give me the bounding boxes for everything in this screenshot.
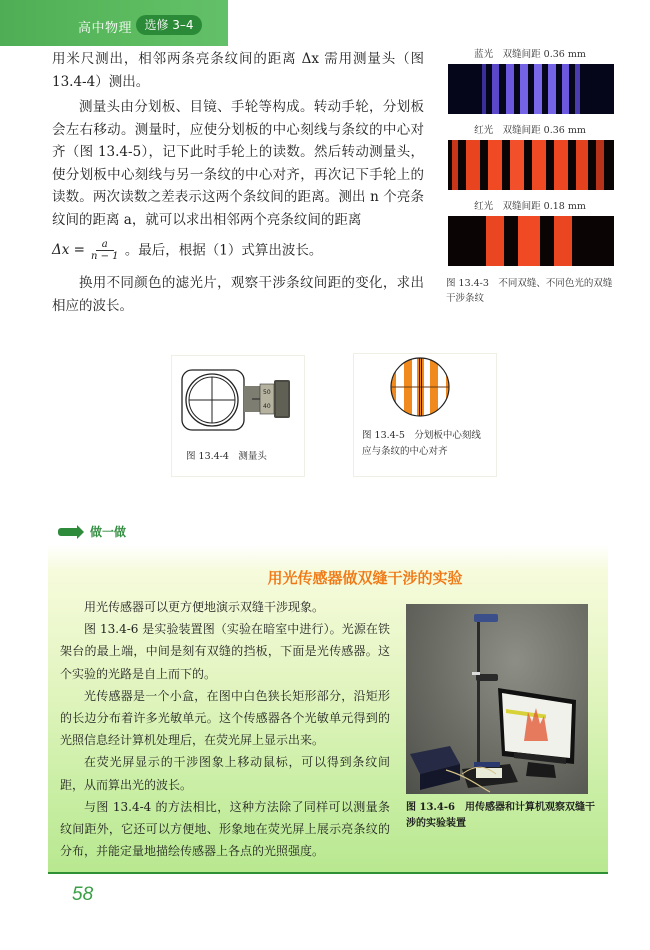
figure-13-4-4 — [172, 356, 304, 476]
red-fringe-strip-036 — [448, 140, 614, 190]
arrow-icon — [58, 528, 78, 536]
experiment-title: 用光传感器做双缝干涉的实验 — [267, 569, 463, 587]
formula-lhs: Δx = — [52, 242, 85, 259]
figure-13-4-5-caption: 图 13.4-5 分划板中心刻线应与条纹的中心对齐 — [362, 430, 481, 457]
paragraph-3: 换用不同颜色的滤光片，观察干涉条纹间距的变化，求出相应的波长。 — [52, 275, 424, 314]
strip-label-blue: 蓝光 双缝间距 0.36 mm — [474, 49, 586, 60]
activity-label-text: 做一做 — [90, 525, 127, 539]
figure-13-4-6-caption: 图 13.4-6 用传感器和计算机观察双缝干涉的实验装置 — [406, 802, 595, 829]
formula-fraction — [89, 239, 121, 262]
strip-label-red-036: 红光 双缝间距 0.36 mm — [474, 125, 586, 136]
reticle-fringe-icon — [354, 354, 496, 420]
exp-paragraph-1: 用光传感器可以更方便地演示双缝干涉现象。 — [84, 600, 325, 614]
formula-line — [52, 239, 424, 262]
figure-13-4-5 — [354, 354, 496, 476]
svg-text:40: 40 — [263, 403, 271, 410]
formula-tail: 。最后，根据（1）式算出波长。 — [124, 242, 323, 259]
experiment-text — [60, 596, 390, 862]
svg-text:50: 50 — [263, 389, 271, 396]
figure-13-4-3 — [446, 48, 614, 306]
main-text — [52, 48, 424, 317]
panel-bottom-rule — [48, 872, 608, 874]
subject-title: 高中物理 — [78, 21, 133, 36]
experiment-photo — [406, 604, 588, 794]
formula — [52, 239, 121, 262]
exp-paragraph-4: 在荧光屏显示的干涉图象上移动鼠标，可以得到条纹间距，从而算出光的波长。 — [60, 755, 390, 792]
sensor-computer-setup-icon — [406, 604, 588, 794]
exp-paragraph-2: 图 13.4-6 是实验装置图（实验在暗室中进行）。光源在铁架台的最上端，中间是刻有双缝的挡板，下面是光传感器。这个实验的光路是自上而下的。 — [60, 622, 390, 681]
module-badge: 选修 3–4 — [136, 15, 202, 35]
header-band — [0, 0, 228, 46]
strip-label-red-018: 红光 双缝间距 0.18 mm — [474, 201, 586, 212]
measuring-head-icon — [172, 356, 304, 446]
blue-fringe-strip — [448, 64, 614, 114]
red-fringe-strip-018 — [448, 216, 614, 266]
paragraph-2: 测量头由分划板、目镜、手轮等构成。转动手轮，分划板会左右移动。测量时，应使分划板的中心刻线与条纹的中心对齐（图 13.4-5），记下此时手轮上的读数。然后转动测量头，使分划板中心刻线与另一条纹的中心对齐，再次记下手轮上的读数。两次读数之差表示这两个条纹间的距离。测出 n 个亮条纹间的距离 a，就可以求出相邻两个亮条纹间的距离 — [52, 99, 424, 228]
formula-denominator: n − 1 — [90, 251, 119, 262]
page-number: 58 — [72, 884, 94, 905]
activity-label — [58, 523, 126, 540]
formula-numerator: a — [96, 239, 114, 251]
figure-13-4-4-caption: 图 13.4-4 测量头 — [186, 451, 267, 462]
exp-paragraph-5: 与图 13.4-4 的方法相比，这种方法除了同样可以测量条纹间距外，它还可以方便地、形象地在荧光屏上展示亮条纹的分布，并能定量地描绘传感器上各点的光照强度。 — [60, 799, 390, 859]
paragraph-1: 用米尺测出，相邻两条亮条纹间的距离 Δx 需用测量头（图 13.4-4）测出。 — [52, 51, 424, 90]
exp-paragraph-3: 光传感器是一个小盒，在图中白色狭长矩形部分，沿矩形的长边分布着许多光敏单元。这个传感器各个光敏单元得到的光照信息经计算机处理后，在荧光屏上显示出来。 — [60, 688, 390, 748]
figure-13-4-3-caption: 图 13.4-3 不同双缝、不同色光的双缝干涉条纹 — [446, 278, 613, 304]
